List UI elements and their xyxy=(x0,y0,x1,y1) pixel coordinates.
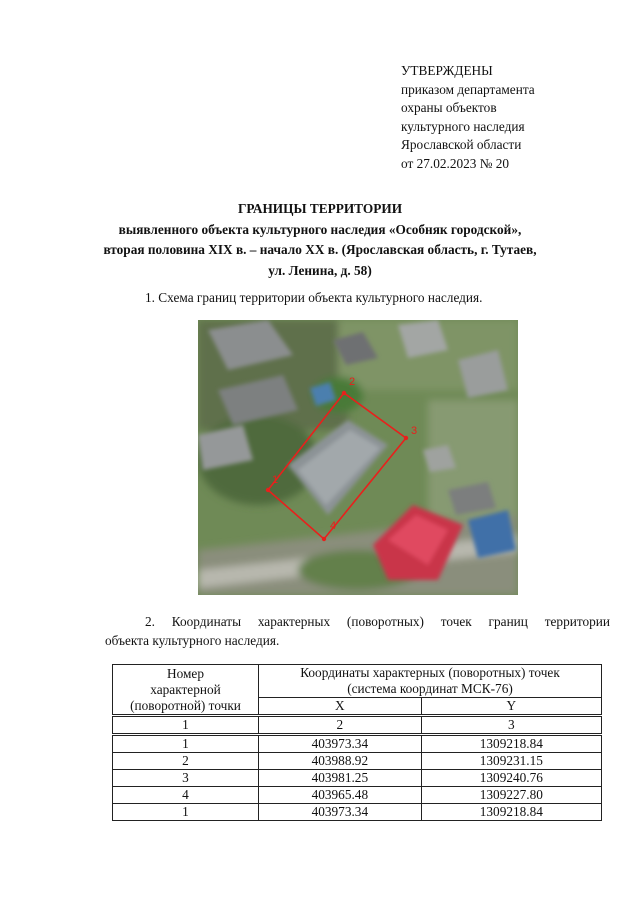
table-row xyxy=(113,735,602,753)
table-header-row xyxy=(113,665,602,698)
table-row xyxy=(113,753,602,770)
header-x: X xyxy=(259,698,422,716)
table-row xyxy=(113,804,602,821)
x-cell: 403981.25 xyxy=(259,770,422,787)
point-label-1: 1 xyxy=(272,474,279,486)
boundary-map xyxy=(198,320,518,595)
x-cell: 403973.34 xyxy=(259,804,422,821)
header-y: Y xyxy=(421,698,601,716)
approval-line: Ярославской области xyxy=(401,137,522,152)
header-coordinates: Координаты характерных (поворотных) точек (система координат МСК-76) xyxy=(259,665,602,698)
satellite-image xyxy=(198,320,518,595)
approval-line: от 27.02.2023 № 20 xyxy=(401,155,510,171)
approval-block xyxy=(401,62,621,173)
title-line: вторая половина XIX в. – начало XX в. (Ярославская область, г. Тутаев, xyxy=(103,242,537,257)
boundary-point-4 xyxy=(322,537,326,541)
point-cell: 1 xyxy=(113,804,259,821)
title-line: выявленного объекта культурного наследия «Особняк городской», xyxy=(118,221,522,237)
approval-line: УТВЕРЖДЕНЫ xyxy=(401,63,493,78)
boundary-point-3 xyxy=(404,436,408,440)
coordinates-table xyxy=(112,664,602,821)
point-label-2: 2 xyxy=(349,376,356,388)
column-number: 2 xyxy=(259,716,422,735)
point-label-3: 3 xyxy=(411,425,418,437)
table-row xyxy=(113,770,602,787)
column-number-row xyxy=(113,716,602,735)
section-1-caption: 1. Схема границ территории объекта культурного наследия. xyxy=(145,290,483,305)
section-2-line-1: 2. Координаты характерных (поворотных) точек границ территории xyxy=(145,614,610,629)
point-cell: 4 xyxy=(113,787,259,804)
y-cell: 1309218.84 xyxy=(421,735,601,753)
section-2-line-2: объекта культурного наследия. xyxy=(105,633,280,648)
boundary-point-2 xyxy=(342,391,346,395)
point-cell: 3 xyxy=(113,770,259,787)
point-cell: 1 xyxy=(113,735,259,753)
column-number: 1 xyxy=(113,716,259,735)
y-cell: 1309240.76 xyxy=(421,770,601,787)
column-number: 3 xyxy=(421,716,601,735)
y-cell: 1309218.84 xyxy=(421,804,601,821)
approval-line: приказом департамента xyxy=(401,81,535,97)
approval-line: охраны объектов xyxy=(401,100,497,115)
point-label-4: 4 xyxy=(330,520,337,532)
x-cell: 403973.34 xyxy=(259,735,422,753)
table-row xyxy=(113,787,602,804)
y-cell: 1309227.80 xyxy=(421,787,601,804)
title-line: ул. Ленина, д. 58) xyxy=(268,262,372,278)
point-cell: 2 xyxy=(113,753,259,770)
boundary-point-1 xyxy=(266,488,270,492)
y-cell: 1309231.15 xyxy=(421,753,601,770)
x-cell: 403965.48 xyxy=(259,787,422,804)
approval-line: культурного наследия xyxy=(401,118,525,134)
title-line: ГРАНИЦЫ ТЕРРИТОРИИ xyxy=(237,201,403,216)
x-cell: 403988.92 xyxy=(259,753,422,770)
document-title xyxy=(60,199,580,281)
section-2-caption xyxy=(105,612,610,650)
header-point-number: Номер характерной (поворотной) точки xyxy=(113,665,259,716)
